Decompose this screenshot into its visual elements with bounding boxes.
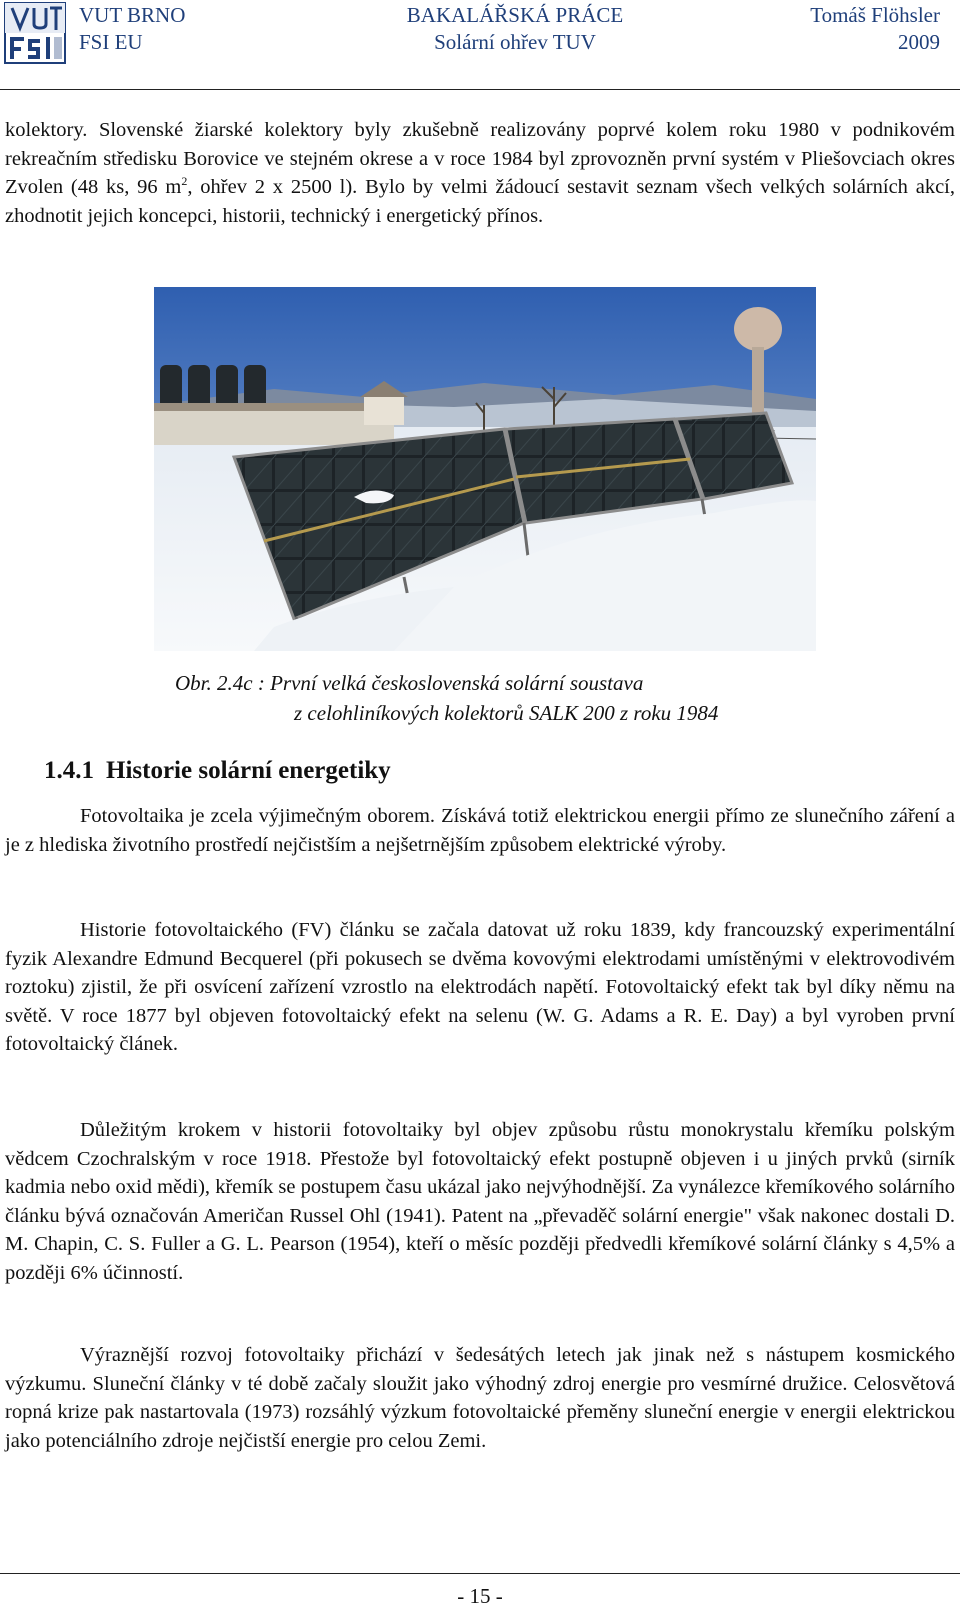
thesis-title: Solární ohřev TUV	[434, 30, 596, 54]
paragraph-4: Výraznější rozvoj fotovoltaiky přichází v šedesátých letech jak jinak než s nástupem kosmického výzkumu. Sluneční články v té době začaly sloužit jako výhodný zdroj energie pro vesmírné družice. Celosvětová ropná krize pak nastartovala (1973) rozsáhlý výzkum fotovoltaické přeměny sluneční energie v energii elektrickou jako potenciálního zdroje nejčistší energie pro celou Zemi.	[5, 1344, 955, 1452]
faculty-name: FSI EU	[79, 30, 143, 54]
section-title: Historie solární energetiky	[106, 757, 391, 784]
page-number: - 15 -	[457, 1584, 503, 1608]
figure-photo	[154, 287, 816, 651]
paragraph-2: Historie fotovoltaického (FV) článku se začala datovat už roku 1839, kdy francouzský experimentální fyzik Alexandre Edmund Becquerel (při pokusech se dvěma kovovými elektrodami umístěnými v elektrovodivém roztoku) zjistil, že při osvícení zařízení vzrostlo na elektrodách napětí. Fotovoltaický efekt tak byl díky němu na světě. V roce 1877 byl objeven fotovoltaický efekt na selenu (W. G. Adams a R. E. Day) a byl vyroben první fotovoltaický článek.	[5, 919, 955, 1056]
section-number: 1.4.1	[44, 757, 94, 784]
intro-text-2: , ohřev 2 x 2500 l). Bylo by velmi žádoucí sestavit seznam všech velkých solárních akcí, zhodnotit jejich koncepci, historii, technický i energetický přínos.	[5, 176, 955, 227]
paragraph-1: Fotovoltaika je zcela výjimečným oborem. Získává totiž elektrickou energii přímo ze slunečního záření a je z hlediska životního prostředí nejčistším a nejšetrnějším způsobem elektrické výroby.	[5, 805, 955, 856]
author-name: Tomáš Flöhsler	[810, 3, 940, 27]
superscript: 2	[181, 174, 188, 189]
figure-caption-line2: z celohliníkových kolektorů SALK 200 z roku 1984	[294, 701, 719, 725]
paragraph-3: Důležitým krokem v historii fotovoltaiky byl objev způsobu růstu monokrystalu křemíku polským vědcem Czochralským v roce 1918. Přestože byl fotovoltaický efekt postupně objeven i u jiných prvků (sirník kadmia nebo oxid mědi), křemík se postupem času ukázal jako nejvýhodnější. Za vynálezce křemíkového solárního článku bývá označován Američan Russel Ohl (1941). Patent na „převaděč solární energie" však nakonec dostali D. M. Chapin, C. S. Fuller a G. L. Pearson (1954), kteří o měsíc později předvedli křemíkové solární články s 4,5% a později 6% účinností.	[5, 1119, 955, 1284]
intro-text-1: kolektory. Slovenské žiarské kolektory byly zkušebně realizovány poprvé kolem roku 1980 v podnikovém rekreačním středisku Borovice ve stejném okrese a v roce 1984 byl zprovozněn první systém v Pliešovciach okres Zvolen (48 ks, 96 m	[5, 119, 955, 199]
thesis-type: BAKALÁŘSKÁ PRÁCE	[406, 3, 624, 27]
figure-caption-line1: Obr. 2.4c : První velká československá solární soustava	[175, 671, 644, 695]
header-divider	[0, 89, 960, 90]
section-heading	[44, 757, 391, 785]
footer-divider	[0, 1573, 960, 1574]
vut-fsi-logo-icon	[4, 2, 66, 64]
solar-collectors-photo-icon	[154, 287, 816, 651]
university-name: VUT BRNO	[79, 3, 186, 27]
page-header	[0, 0, 960, 80]
intro-paragraph	[5, 116, 955, 230]
year: 2009	[898, 30, 940, 54]
